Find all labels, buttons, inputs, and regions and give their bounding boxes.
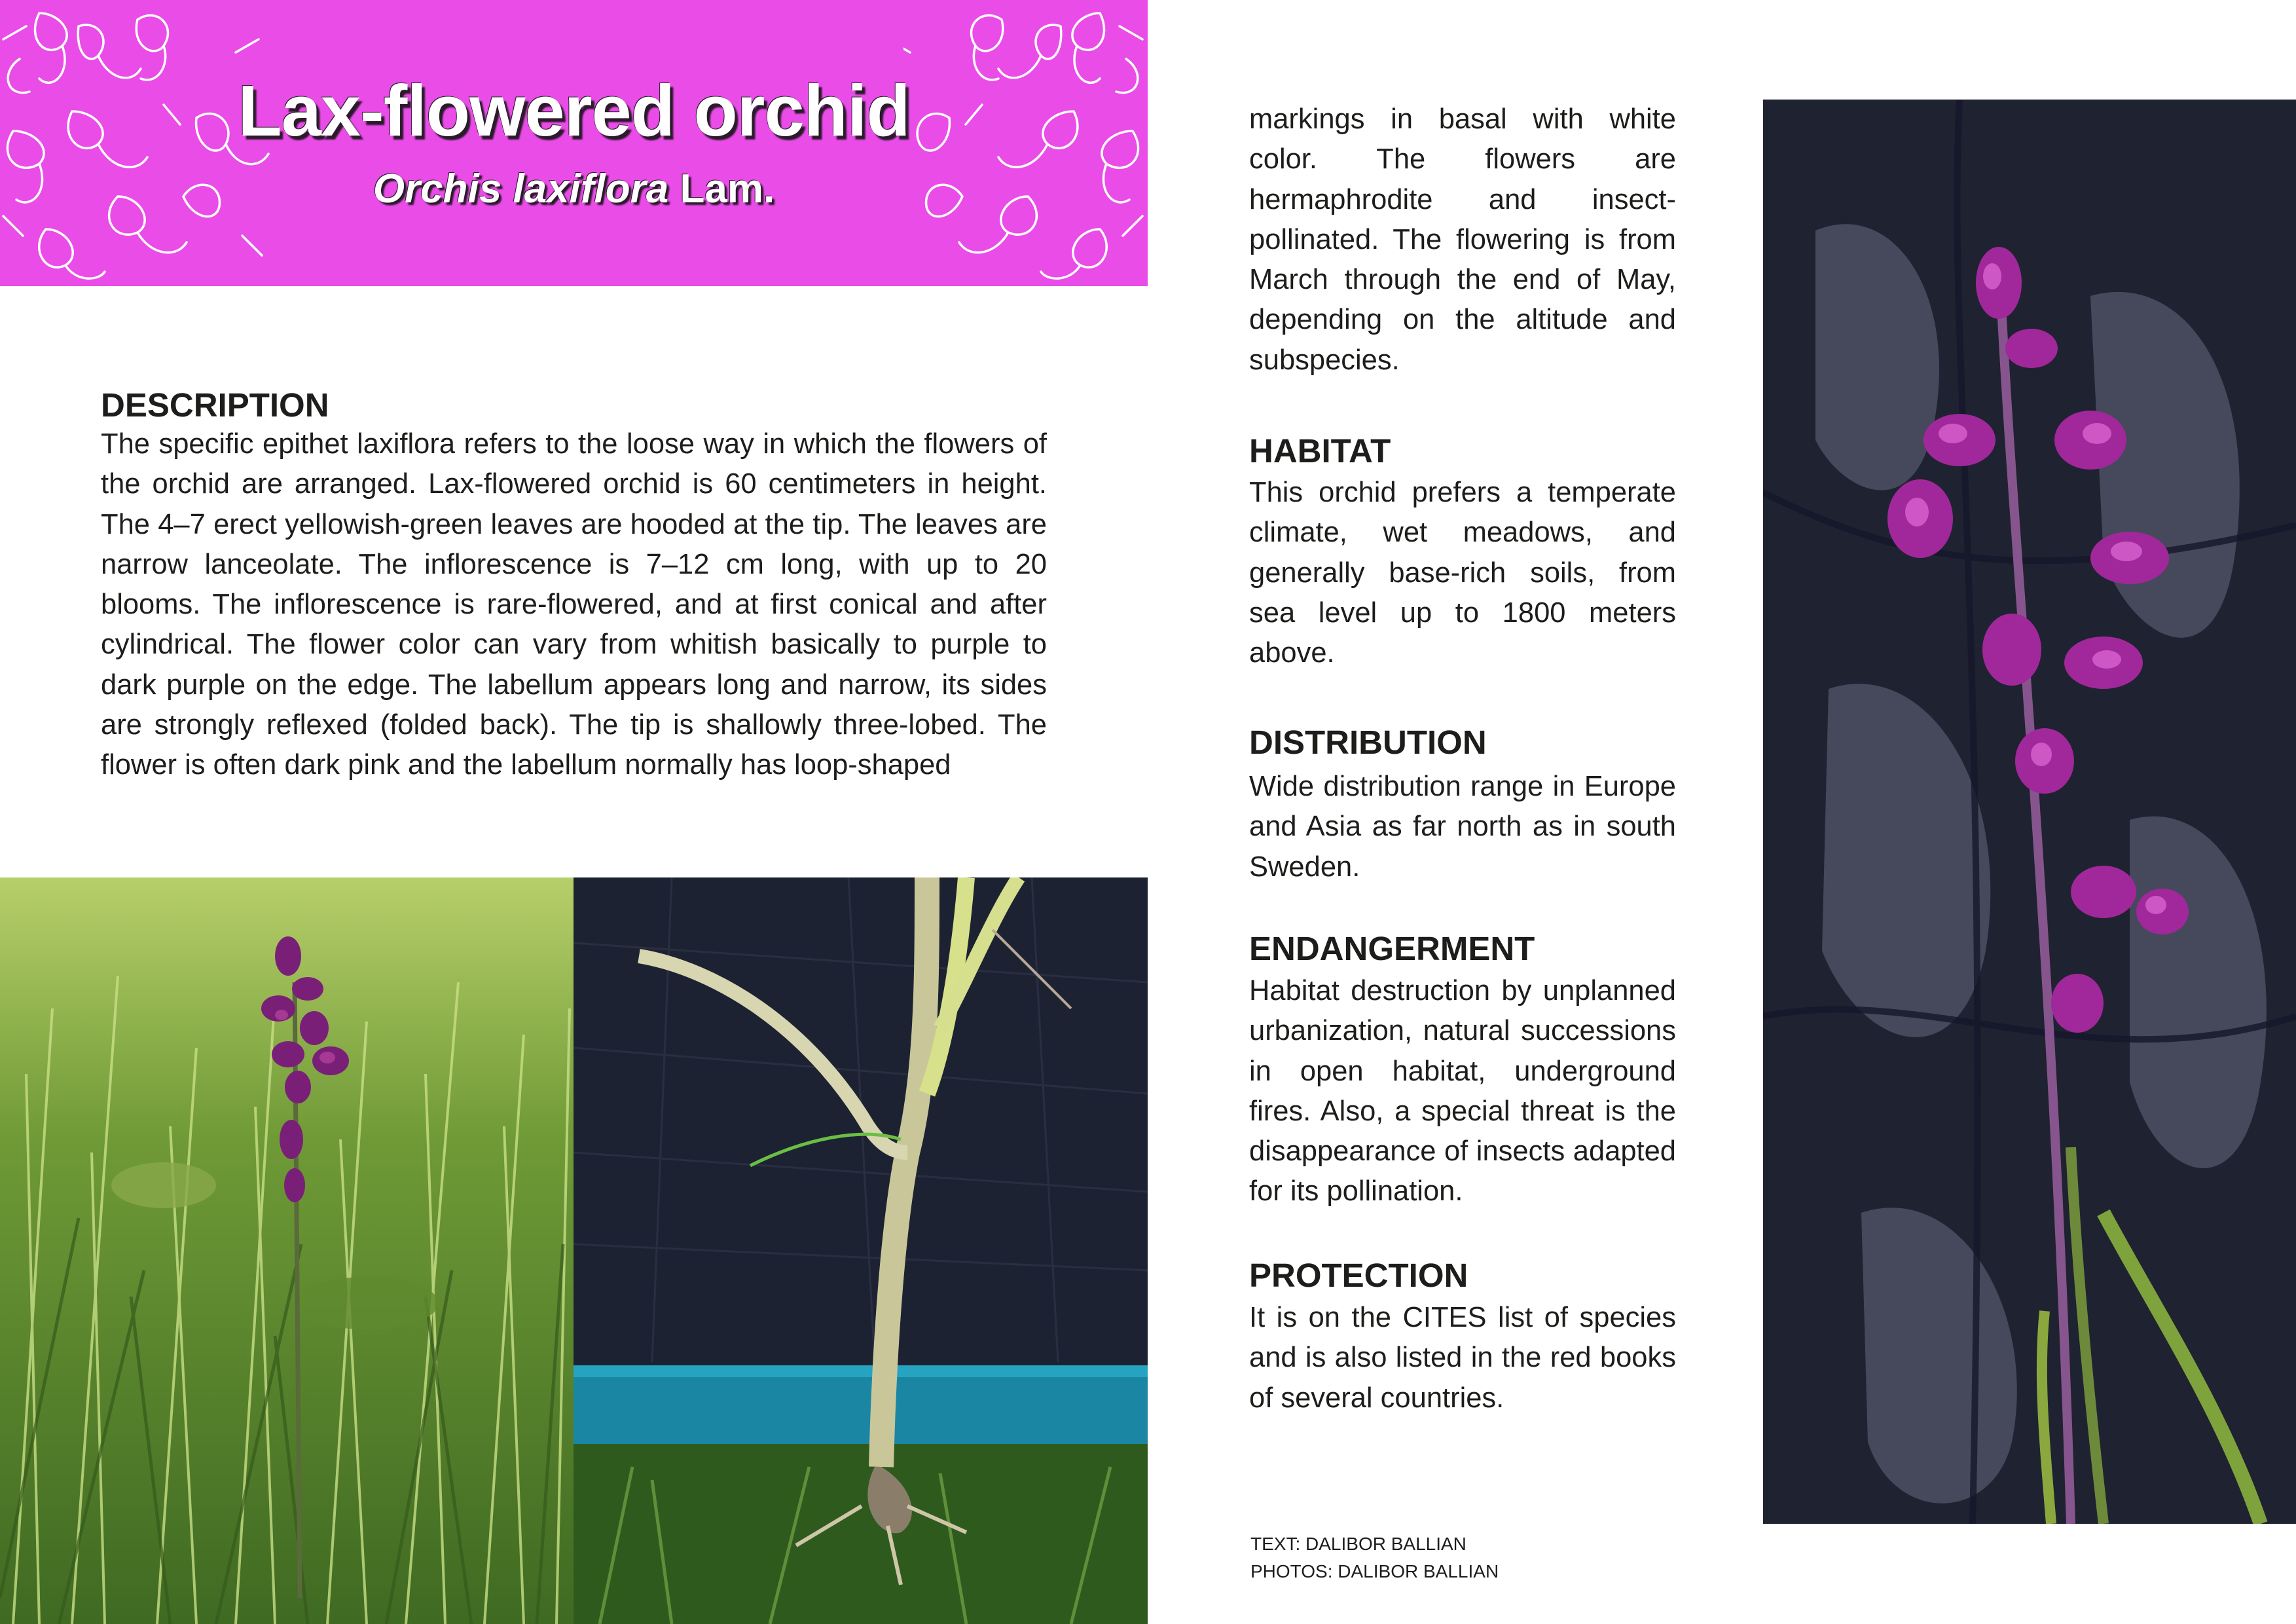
habitat-text: This orchid prefers a temperate climate, wet meadows, and generally base-rich soils, from sea level up to 1800 meters above.	[1249, 477, 1676, 669]
photo-orchid-flower-spike	[1763, 100, 2296, 1524]
photo-credit: PHOTOS: DALIBOR BALLIAN	[1250, 1561, 1499, 1581]
species-author: Lam.	[668, 166, 775, 212]
distribution-heading: DISTRIBUTION	[1249, 724, 1487, 761]
title-banner	[0, 0, 1148, 286]
protection-text: It is on the CITES list of species and is also listed in the red books of several countries.	[1249, 1302, 1676, 1414]
photo-orchid-in-meadow	[0, 877, 574, 1624]
description-text: The specific epithet laxiflora refers to the loose way in which the flowers of the orchid are arranged. Lax-flowered orchid is 60 centimeters in height. The 4–7 erect yellowish-green leaves are hooded at the tip. The leaves are narrow lanceolate. The inflorescence is 7–12 cm long, with up to 20 blooms. The inflorescence is rare-flowered, and at first conical and after cylindrical. The flower color can vary from whitish basically to purple to dark purple on the edge. The labellum appears long and narrow, its sides are strongly reflexed (folded back). The tip is shallowly three-lobed. The flower is often dark pink and the labellum normally has loop-shaped	[101, 428, 1047, 781]
endangerment-text: Habitat destruction by unplanned urbanization, natural successions in open habitat, underground fires. Also, a special threat is the disappearance of insects adapted for its pollination.	[1249, 975, 1676, 1208]
photo-orchid-stem-base	[574, 877, 1148, 1624]
endangerment-heading: ENDANGERMENT	[1249, 930, 1535, 967]
description-heading: DESCRIPTION	[101, 386, 329, 424]
habitat-heading: HABITAT	[1249, 432, 1391, 470]
credits	[1250, 1530, 1499, 1585]
species-name-italic: Orchis laxiflora	[373, 166, 669, 212]
text-credit: TEXT: DALIBOR BALLIAN	[1250, 1534, 1467, 1554]
scientific-name	[0, 166, 1148, 212]
protection-heading: PROTECTION	[1249, 1257, 1468, 1294]
description-continuation: markings in basal with white color. The flowers are hermaphrodite and insect-pollinated. The flowering is from March through the end of May, depending on the altitude and subspecies.	[1249, 103, 1676, 376]
distribution-text: Wide distribution range in Europe and Asia as far north as in south Sweden.	[1249, 771, 1676, 883]
page-title: Lax-flowered orchid	[238, 71, 910, 151]
